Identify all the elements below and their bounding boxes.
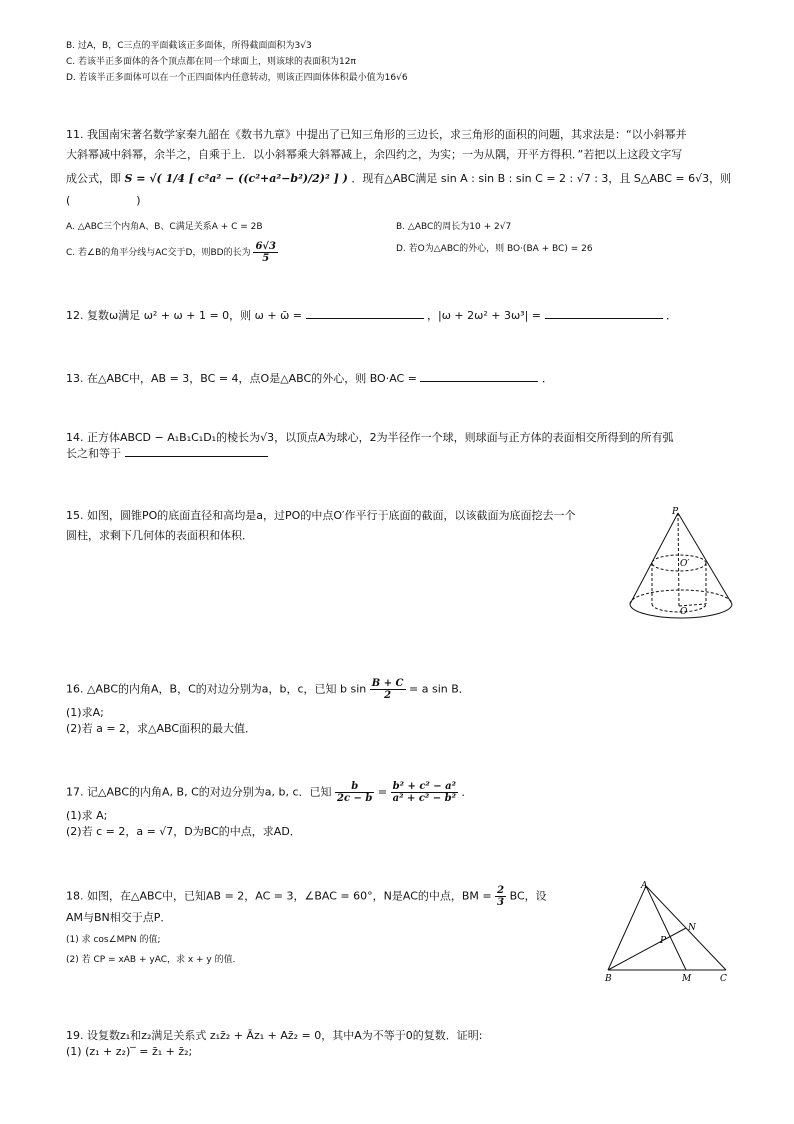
q11-option-c: C. 若∠B的角平分线与AC交于D，则BD的长为 [66, 248, 251, 258]
q17-frac1-num: b [335, 781, 374, 793]
q18-part1: (1) 求 cos∠MPN 的值; [66, 935, 161, 945]
q16-line1-pre: 16. △ABC的内角A，B，C的对边分别为a，b，c，已知 b sin [66, 682, 367, 696]
q10-option-c: C. 若该半正多面体的各个顶点都在同一个球面上，则该球的表面积为12π [66, 57, 356, 67]
q19-part1: (1) (z₁ + z₂)‾ = z̄₁ + z̄₂; [66, 1045, 193, 1058]
q11-option-d: D. 若O为△ABC的外心，则 BO·(BA + BC) = 26 [396, 244, 593, 254]
q18-part2: (2) 若 CP = xAB + yAC，求 x + y 的值． [66, 955, 242, 965]
q16-part1: (1)求A; [66, 706, 104, 719]
cone-axis [678, 513, 679, 606]
q18-frac-num: 2 [497, 885, 505, 896]
q16-frac-num: B + C [371, 678, 404, 689]
q18-frac-den: 3 [497, 897, 505, 908]
q16-frac-den: 2 [384, 690, 392, 701]
q17-frac2-num: b² + c² − a² [392, 781, 457, 792]
cone-label-o: O [680, 607, 688, 617]
q11-formula: S = √( 1/4 [ c²a² − ((c²+a²−b²)/2)² ] ) [124, 172, 348, 185]
question-15 [66, 508, 604, 544]
cone-label-p: P [672, 507, 679, 517]
q11-line3-pre: 成公式，即 [66, 172, 121, 185]
q17-frac1-den: 2c − b [337, 793, 373, 804]
question-16 [66, 678, 734, 737]
question-12 [66, 308, 734, 324]
question-14 [66, 430, 734, 462]
q13-end: ． [541, 372, 553, 385]
q18-line1-pre: 18. 如图，在△ABC中，已知AB = 2，AC = 3，∠BAC = 60°，N是AC的中点，BM = [66, 889, 492, 903]
label-a: A [641, 881, 648, 891]
q11-line2: 大斜幂减中斜幂，余半之，自乘于上．以小斜幂乘大斜幂减上，余四约之，为实；一为从隅，开平方得积．”若把以上这段文字写 [66, 148, 683, 161]
q13-blank[interactable] [420, 371, 538, 382]
q11-line3-post: ．现有△ABC满足 sin A : sin B : sin C = 2 : √7 : 3，且 S△ABC = 6√3，则 [351, 172, 732, 185]
q16-line1-post: = a sin B． [409, 682, 470, 696]
q17-frac2-den: a² + c² − b² [392, 793, 457, 804]
q17-line1-pre: 17. 记△ABC的内角A, B, C的对边分别为a, b, c．已知 [66, 785, 332, 799]
q14-line2: 长之和等于 [66, 447, 121, 460]
cone-figure [622, 506, 740, 628]
q17-eq: = [377, 785, 388, 799]
q10-options [66, 38, 734, 86]
q12-part-a: 12. 复数ω满足 ω² + ω + 1 = 0，则 ω + ω̄ = [66, 309, 303, 322]
triangle-figure [600, 880, 740, 988]
q14-line1: 14. 正方体ABCD − A₁B₁C₁D₁的棱长为√3，以顶点A为球心，2为半径作一个球，则球面与正方体的表面相交所得到的所有弧 [66, 431, 674, 444]
q17-frac-2 [391, 781, 458, 804]
label-b: B [605, 974, 612, 984]
q11-paren: ( ) [66, 194, 141, 207]
q12-blank-1[interactable] [306, 308, 424, 319]
q18-frac [495, 885, 506, 908]
q16-frac [370, 678, 406, 701]
q15-line2: 圆柱，求剩下几何体的表面积和体积． [66, 529, 253, 542]
q11-option-c-frac [253, 241, 278, 264]
question-11 [66, 127, 734, 264]
q17-part2: (2)若 c = 2，a = √7，D为BC的中点，求AD． [66, 825, 301, 838]
cone-left-edge [630, 513, 678, 604]
q15-line1: 15. 如图，圆锥PO的底面直径和高均是a，过PO的中点O′作平行于底面的截面，以该截面为底面挖去一个 [66, 509, 576, 522]
label-n: N [688, 923, 696, 933]
q10-option-d: D. 若该半正多面体可以在一个正四面体内任意转动，则该正四面体体积最小值为16√6 [66, 73, 408, 83]
q11-option-b: B. △ABC的周长为10 + 2√7 [396, 222, 512, 232]
q12-part-b: ，|ω + 2ω² + 3ω³| = [427, 309, 542, 322]
side-ab [608, 886, 646, 970]
question-19 [66, 1028, 734, 1060]
q17-end: ． [461, 785, 473, 799]
q17-frac-1 [335, 781, 374, 804]
q19-line1: 19. 设复数z₁和z₂满足关系式 z₁z̄₂ + Āz₁ + Az̄₂ = 0，其中A为不等于0的复数．证明: [66, 1029, 483, 1042]
q11-line1: 11. 我国南宋著名数学家秦九韶在《数书九章》中提出了已知三角形的三边长，求三角形的面积的问题，其求法是：“以小斜幂并 [66, 128, 687, 141]
label-p: P [660, 936, 667, 946]
label-m: M [682, 974, 692, 984]
q11-frac-num: 6√3 [255, 241, 276, 252]
segment-bn [608, 928, 686, 970]
q18-line1-post: BC，设 [509, 889, 547, 903]
question-18 [66, 885, 594, 968]
q13-text: 13. 在△ABC中，AB = 3，BC = 4，点O是△ABC的外心，则 BO·AC = [66, 372, 417, 385]
q10-option-b: B. 过A，B，C三点的平面截该正多面体，所得截面面积为3√3 [66, 41, 312, 51]
q11-frac-den: 5 [262, 253, 270, 264]
q12-blank-2[interactable] [545, 308, 663, 319]
q18-line2: AM与BN相交于点P． [66, 911, 172, 924]
cone-label-o1: O′ [680, 559, 690, 569]
label-c: C [720, 974, 727, 984]
q11-option-a: A. △ABC三个内角A、B、C满足关系A + C = 2B [66, 222, 263, 232]
q14-blank[interactable] [125, 446, 268, 457]
question-17 [66, 781, 734, 840]
base-radius [679, 604, 706, 606]
segment-am [646, 886, 686, 970]
q17-part1: (1)求 A; [66, 809, 108, 822]
q16-part2: (2)若 a = 2，求△ABC面积的最大值． [66, 722, 257, 735]
question-13 [66, 371, 734, 387]
cone-base-back [630, 590, 732, 604]
q12-end: ． [666, 309, 678, 322]
